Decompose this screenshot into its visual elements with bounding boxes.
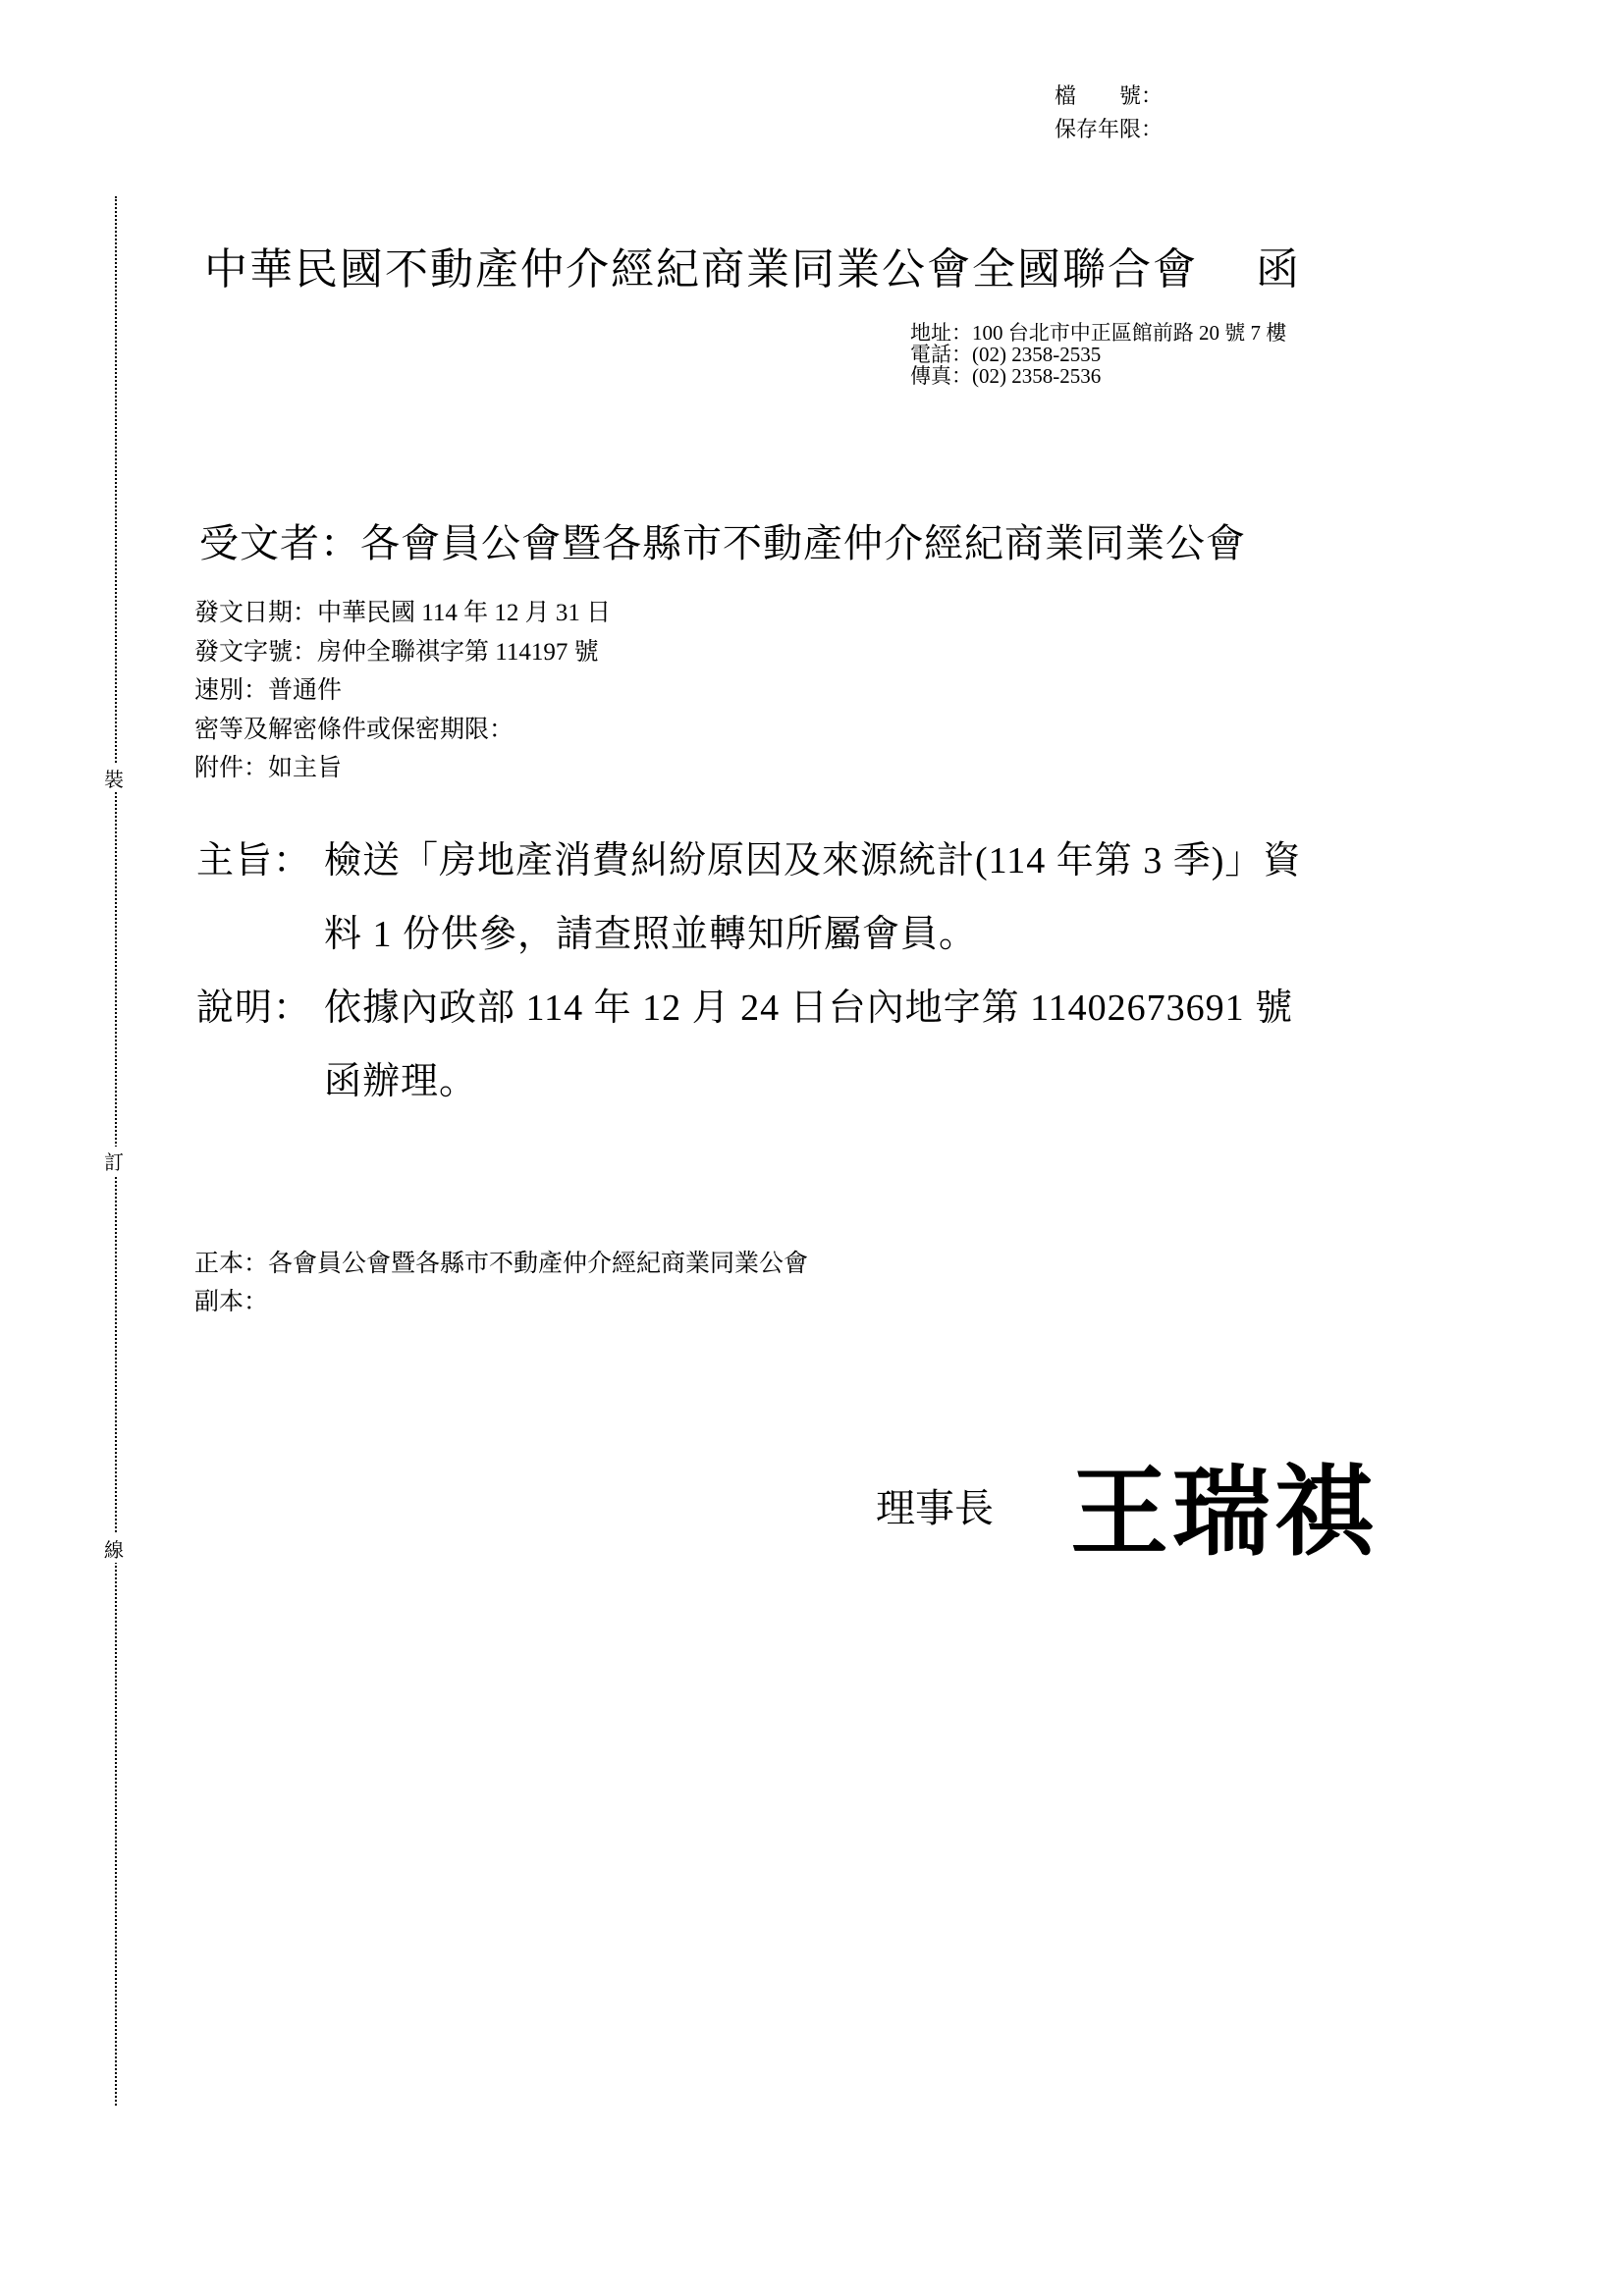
binding-mark-zhuang: 裝 xyxy=(104,764,124,792)
secrecy-level: 密等及解密條件或保密期限： xyxy=(194,716,514,743)
contact-block xyxy=(910,322,1286,387)
binding-mark-ding: 訂 xyxy=(104,1147,124,1175)
binding-mark-xian: 線 xyxy=(104,1534,124,1563)
subject-line-1: 檢送「房地產消費糾紛原因及來源統計(114 年第 3 季)」資 xyxy=(324,840,1302,881)
distribution-block xyxy=(194,1245,808,1321)
address: 地址：100 台北市中正區館前路 20 號 7 樓 xyxy=(910,321,1287,345)
signatory-title: 理事長 xyxy=(876,1486,994,1530)
attachment: 附件：如主旨 xyxy=(194,755,343,781)
issue-date: 發文日期：中華民國 114 年 12 月 31 日 xyxy=(194,600,612,626)
explanation-line-1: 依據內政部 114 年 12 月 24 日台內地字第 11402673691 號 xyxy=(324,988,1294,1029)
subject-label: 主旨： xyxy=(196,840,312,881)
explanation-label: 說明： xyxy=(196,988,312,1029)
speed-class: 速別：普通件 xyxy=(194,677,343,704)
retention-period-label: 保存年限： xyxy=(1055,117,1164,141)
subject-line-2: 料 1 份供參，請查照並轉知所屬會員。 xyxy=(324,914,978,955)
file-number-label: 檔 號： xyxy=(1055,83,1164,108)
recipient: 受文者：各會員公會暨各縣市不動產仲介經紀商業同業公會 xyxy=(199,521,1246,565)
original-recipients: 正本：各會員公會暨各縣市不動產仲介經紀商業同業公會 xyxy=(194,1251,809,1277)
fax: 傳真：(02) 2358-2536 xyxy=(910,364,1102,388)
signatory-name: 王瑞祺 xyxy=(1070,1459,1377,1568)
document-title: 中華民國不動產仲介經紀商業同業公會全國聯合會 函 xyxy=(204,245,1301,294)
copy-recipients: 副本： xyxy=(194,1289,269,1315)
phone: 電話：(02) 2358-2535 xyxy=(910,343,1102,366)
meta-block xyxy=(194,594,611,788)
explanation-line-2: 函辦理。 xyxy=(324,1061,478,1102)
document-number: 發文字號：房仲全聯祺字第 114197 號 xyxy=(194,638,599,666)
